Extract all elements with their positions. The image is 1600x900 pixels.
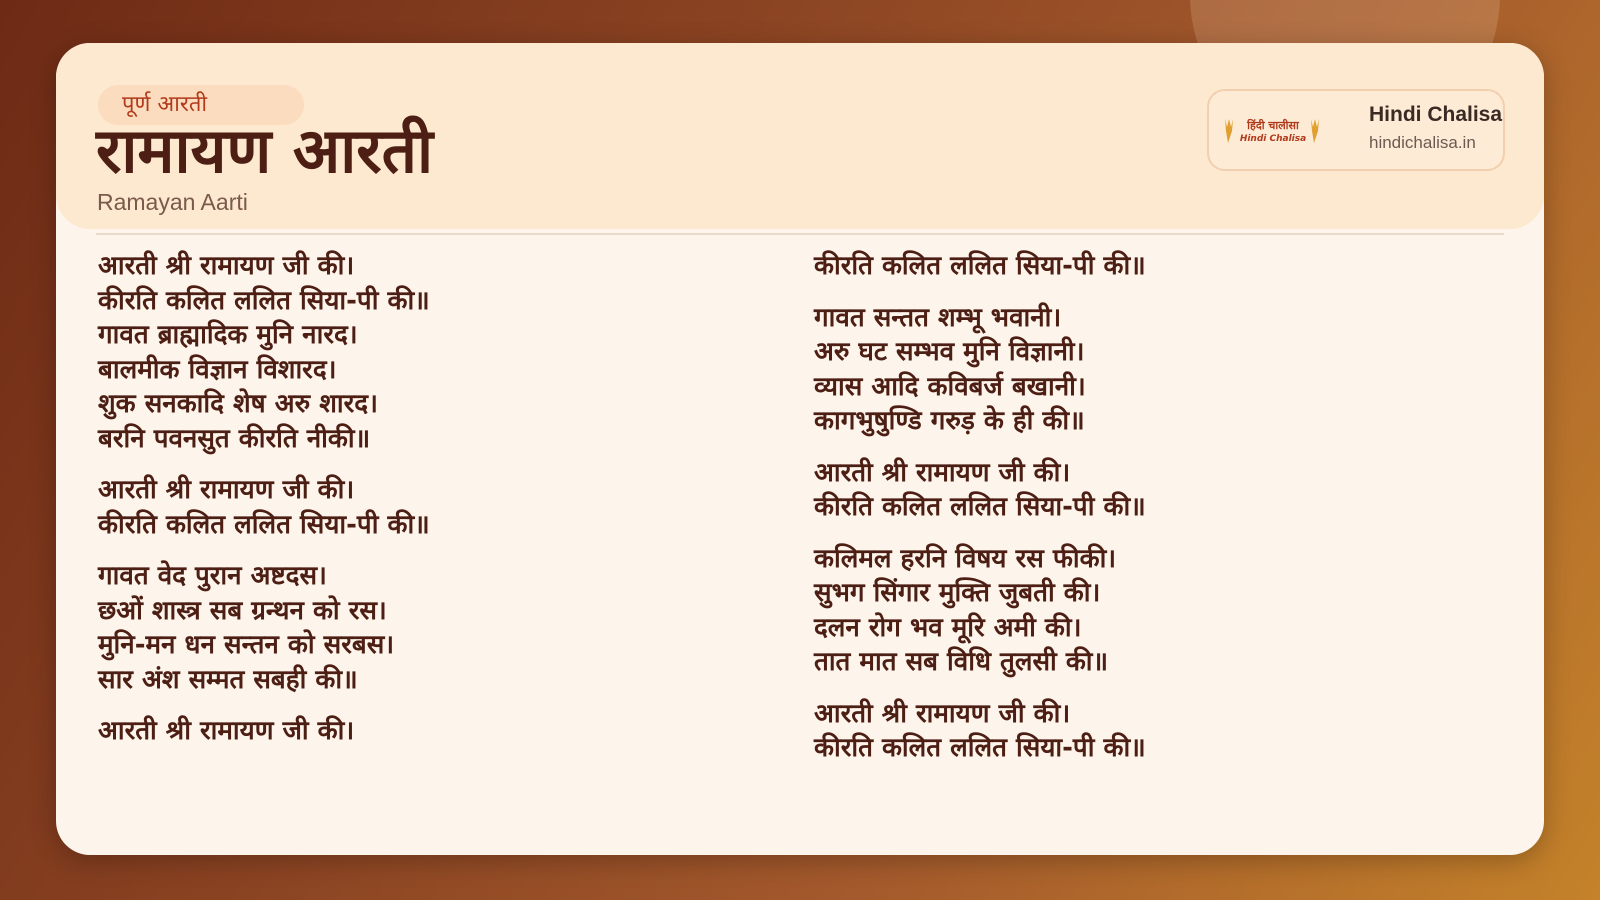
verse-line: अरु घट सम्भव मुनि विज्ञानी।: [814, 337, 1085, 367]
brand-badge[interactable]: [1207, 89, 1505, 171]
stanza: [814, 542, 1454, 680]
verse-line: कीरति कलित ललित सिया-पी की॥: [814, 492, 1146, 522]
verse-line: कीरति कलित ललित सिया-पी की॥: [814, 733, 1146, 763]
verse-line: आरती श्री रामायण जी की।: [814, 698, 1071, 729]
stanza: [98, 473, 738, 542]
verse-line: गावत ब्राह्मादिक मुनि नारद।: [98, 320, 358, 350]
verse-line: कीरति कलित ललित सिया-पी की॥: [98, 509, 430, 540]
aarti-card: [56, 43, 1544, 855]
verse-line: शुक सनकादि शेष अरु शारद।: [98, 389, 378, 419]
verse-line: कीरति कलित ललित सिया-पी की॥: [98, 285, 430, 316]
verse-line: दलन रोग भव मूरि अमी की।: [814, 612, 1082, 643]
page-subtitle: Ramayan Aarti: [97, 189, 248, 215]
stanza: [814, 301, 1454, 439]
verse-line: आरती श्री रामायण जी की।: [98, 251, 355, 281]
card-header: [56, 43, 1544, 229]
verse-line: आरती श्री रामायण जी की।: [98, 716, 355, 746]
verse-line: व्यास आदि कविबर्ज बखानी।: [814, 371, 1086, 402]
stanza: [814, 249, 1454, 284]
stanza: [814, 456, 1454, 525]
stanza: [98, 559, 738, 697]
brand-name: Hindi Chalisa: [1369, 103, 1503, 126]
svg-text:हिंदी चालीसा: हिंदी चालीसा: [1247, 119, 1299, 132]
stanza: [814, 697, 1454, 766]
svg-text:Hindi Chalisa: Hindi Chalisa: [1239, 134, 1307, 144]
verse-line: कीरति कलित ललित सिया-पी की॥: [814, 251, 1146, 281]
hindi-chalisa-logo-icon: [1221, 113, 1325, 149]
verse-line: तात मात सब विधि तुलसी की॥: [814, 647, 1109, 677]
verse-line: बालमीक विज्ञान विशारद।: [98, 354, 337, 385]
verses-left-column: [98, 249, 738, 766]
stanza: [98, 249, 738, 456]
verse-line: आरती श्री रामायण जी की।: [98, 475, 355, 505]
brand-url[interactable]: hindichalisa.in: [1369, 133, 1476, 152]
category-tag: पूर्ण आरती: [98, 85, 304, 125]
verse-line: छओं शास्त्र सब ग्रन्थन को रस।: [98, 595, 387, 626]
verse-line: कागभुषुण्डि गरुड़ के ही की॥: [814, 406, 1085, 436]
verse-line: सुभग सिंगार मुक्ति जुबती की।: [814, 578, 1101, 608]
verse-line: गावत सन्तत शम्भू भवानी।: [814, 302, 1062, 333]
verse-line: मुनि-मन धन सन्तन को सरबस।: [98, 630, 395, 660]
page-title: रामायण आरती: [96, 114, 434, 187]
verse-line: बरनि पवनसुत कीरति नीकी॥: [98, 423, 371, 454]
stanza: [98, 714, 738, 749]
verse-line: सार अंश सम्मत सबही की॥: [98, 664, 358, 695]
verse-line: कलिमल हरनि विषय रस फीकी।: [814, 543, 1117, 574]
verse-line: आरती श्री रामायण जी की।: [814, 457, 1071, 488]
verse-line: गावत वेद पुरान अष्टदस।: [98, 561, 327, 591]
verses-right-column: [814, 249, 1454, 783]
header-divider: [96, 233, 1504, 235]
